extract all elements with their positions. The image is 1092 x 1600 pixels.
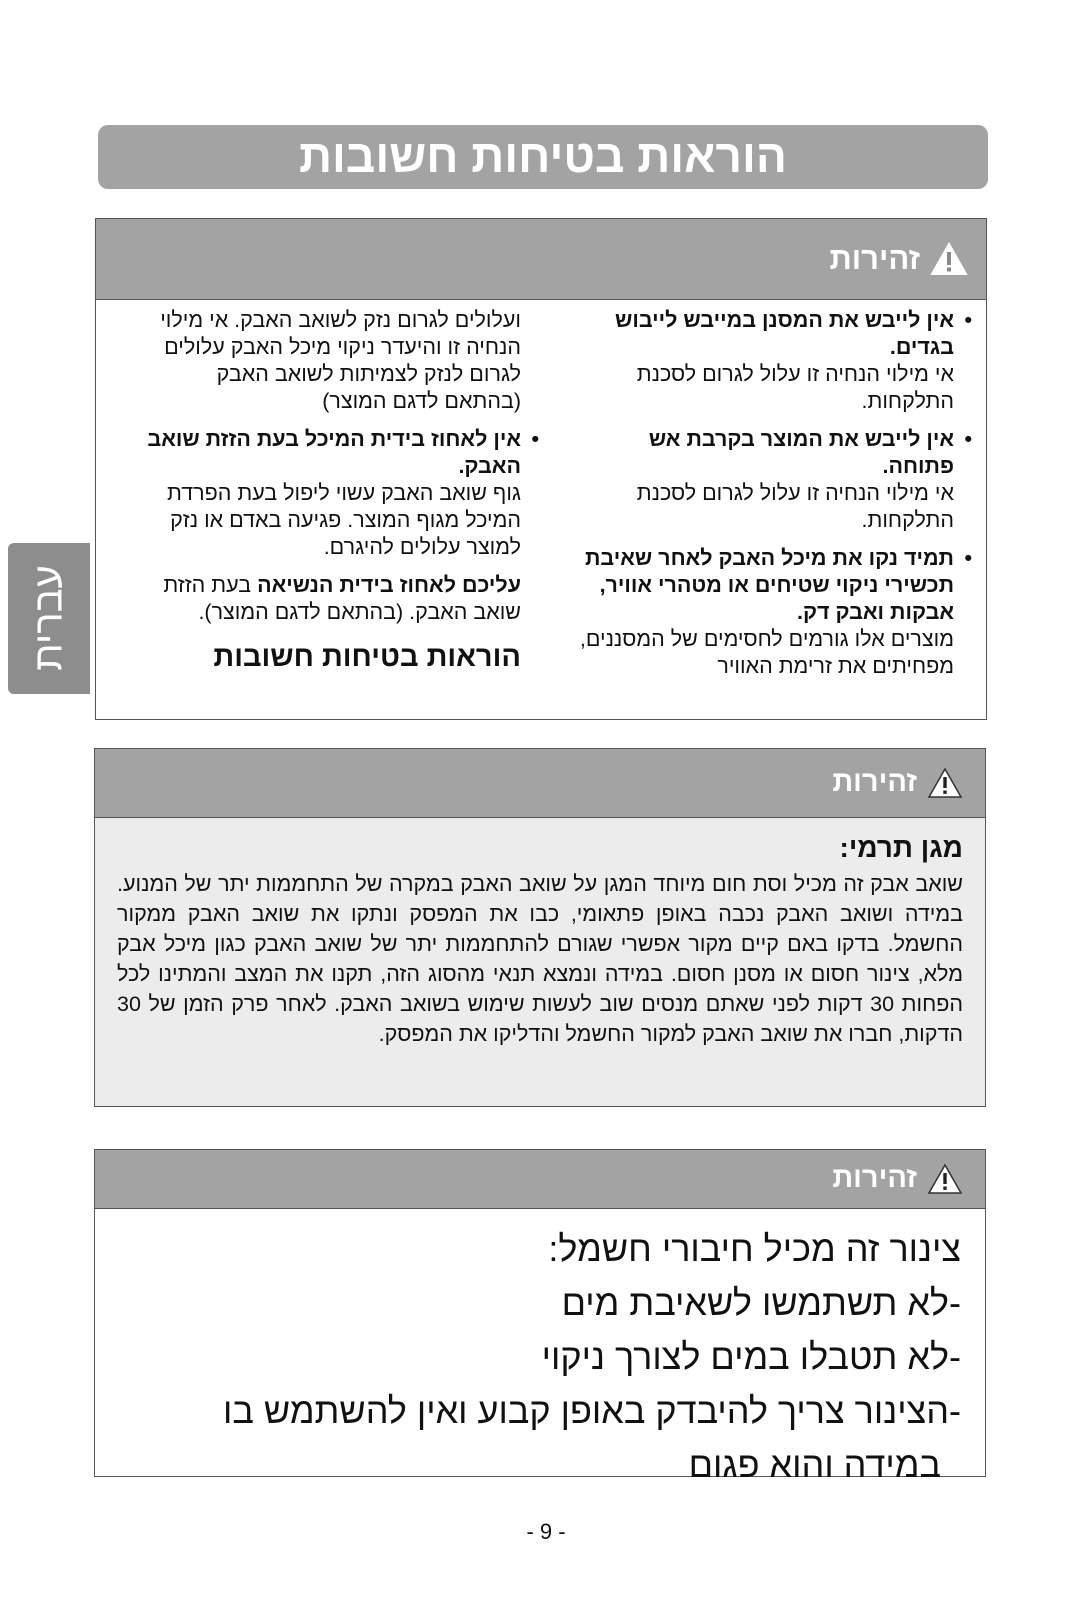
warning-box-hose: [94, 1149, 986, 1485]
warning-label: זהירות: [829, 241, 920, 276]
right-column: [579, 307, 954, 680]
page-number: - 9 -: [526, 1519, 566, 1544]
warning-header: [96, 219, 986, 300]
hose-line-1: צינור זה מכיל חיבורי חשמל:: [548, 1228, 961, 1269]
warning-label: זהירות: [832, 1162, 917, 1194]
thermal-subtitle: מגן תרמי:: [839, 832, 963, 863]
bullet-handle-text: גוף שואב האבק עשוי ליפול בעת הפרדת המיכל מגוף המוצר. פגיעה באדם או נזק למוצר עלולים להיגרם.: [167, 481, 521, 559]
warning-header: [95, 1150, 985, 1209]
left-column: [141, 307, 521, 674]
warning-box-thermal: [94, 748, 986, 1107]
hose-line-3: -לא תטבלו במים לצורך ניקוי: [541, 1336, 961, 1377]
language-tab-label: עברית: [26, 565, 71, 671]
bullet-handle-warning: • אין לאחוז בידית המיכל בעת הזזת שואב האבק.: [141, 426, 521, 480]
thermal-body: [117, 833, 963, 1049]
warning-label: זהירות: [832, 766, 917, 798]
carry-handle-bold: עליכם לאחוז בידית הנשיאה: [257, 573, 521, 597]
warning-box-general: [95, 218, 987, 720]
hose-line-4: -הצינור צריך להיבדק באופן קבוע ואין להשתמש בו: [223, 1390, 961, 1431]
hose-line-5: במידה והוא פגום: [688, 1444, 941, 1485]
left-continued-text: ועלולים לגרום נזק לשואב האבק. אי מילוי הנחיה זו והיעדר ניקוי מיכל האבק עלולים לגרום לנזק לצמיתות לשואב האבק (בהתאם לדגם המוצר): [160, 308, 521, 413]
carry-handle-text: [141, 572, 521, 626]
bullet-fire-warning: • אין לייבש את המוצר בקרבת אש פתוחה.: [579, 426, 954, 480]
carry-handle-rest: בעת הזזת שואב האבק. (בהתאם לדגם המוצר).: [163, 573, 521, 624]
bullet-fire-text: אי מילוי הנחיה זו עלול לגרום לסכנת התלקחות.: [636, 481, 954, 532]
left-column-footer: הוראות בטיחות חשובות: [213, 641, 521, 673]
warning-header: [95, 749, 985, 818]
bullet-empty-bin-warning: • תמיד נקו את מיכל האבק לאחר שאיבת תכשירי ניקוי שטיחים או מטהרי אוויר, אבקות ואבק דק.: [579, 545, 954, 626]
warning-triangle-icon: [930, 242, 968, 276]
thermal-text: שואב אבק זה מכיל וסת חום מיוחד המגן על שואב האבק במקרה של התחממות יתר של המנוע. במידה ושואב האבק נכבה באופן פתאומי, כבו את המפסק ונתקו את שואב האבק ממקור החשמל. בדקו באם קיים מקור אפשרי שגורם להתחממות יתר של שואב האבק כגון מיכל אבק מלא, צינור חסום או מסנן חסום. במידה ונמצא תנאי מהסוג הזה, תקנו את המצב והמתינו לכל הפחות 30 דקות לפני שאתם מנסים שוב לעשות שימוש בשואב האבק. לאחר פרק הזמן של 30 הדקות, חברו את שואב האבק למקור החשמל והדליקו את המפסק.: [117, 872, 963, 1046]
page-title: הוראות בטיחות חשובות: [98, 125, 988, 189]
bullet-dryer-warning: • אין לייבש את המסנן במייבש לייבוש בגדים.: [579, 307, 954, 361]
warning-triangle-icon: [927, 767, 963, 799]
hose-line-2: -לא תשתמשו לשאיבת מים: [561, 1282, 961, 1323]
warning-triangle-icon: [927, 1163, 963, 1195]
language-tab: [8, 543, 90, 694]
hose-body: [119, 1222, 961, 1492]
bullet-dryer-text: אי מילוי הנחיה זו עלול לגרום לסכנת התלקחות.: [636, 362, 954, 413]
bullet-empty-bin-text: מוצרים אלו גורמים לחסימים של המסננים, מפחיתים את זרימת האוויר: [579, 627, 954, 678]
